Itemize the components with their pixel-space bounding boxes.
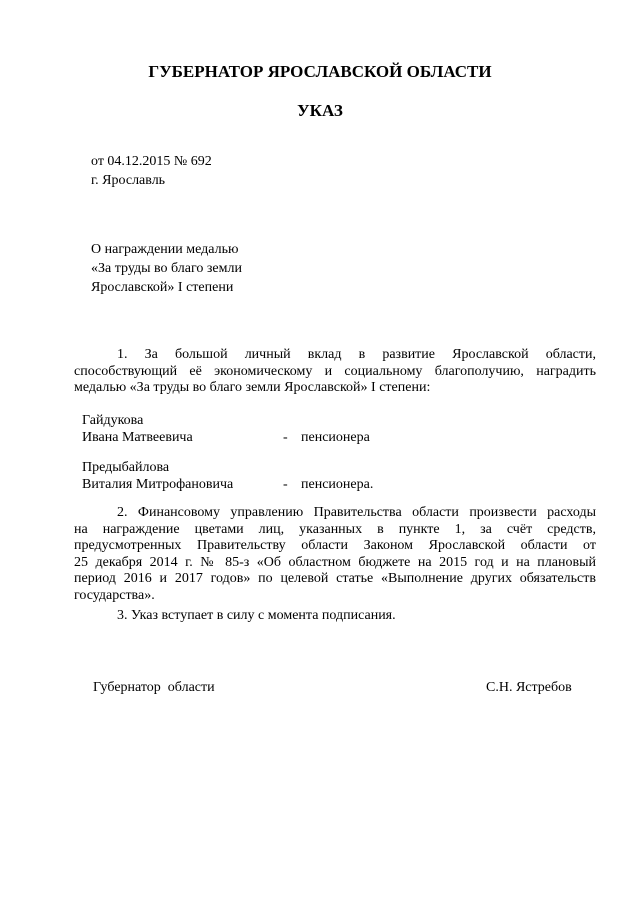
clause-3: 3. Указ вступает в силу с момента подписания. bbox=[117, 608, 396, 623]
document-type-heading: УКАЗ bbox=[297, 101, 343, 120]
clause-2-line: 2. Финансовому управлению Правительства области произвести расходы bbox=[117, 505, 596, 520]
awardee-name: Виталия Митрофановича bbox=[82, 477, 234, 492]
awardee-status: пенсионера bbox=[301, 430, 370, 445]
awardee-status: пенсионера. bbox=[301, 477, 374, 492]
subject-line-2: «За труды во благо земли bbox=[91, 261, 242, 276]
city: г. Ярославль bbox=[91, 173, 166, 188]
clause-2-line: на награждение цветами лиц, указанных в пункте 1, за счёт средств, bbox=[74, 521, 596, 537]
awardee-dash: - bbox=[283, 477, 288, 492]
awardee-surname: Предыбайлова bbox=[82, 460, 170, 475]
clause-2 bbox=[74, 505, 596, 604]
awardee-name: Ивана Матвеевича bbox=[82, 430, 193, 445]
awardee-surname: Гайдукова bbox=[82, 413, 144, 428]
authority-heading: ГУБЕРНАТОР ЯРОСЛАВСКОЙ ОБЛАСТИ bbox=[148, 62, 492, 81]
awardee-dash: - bbox=[283, 430, 288, 445]
subject-line-1: О награждении медалью bbox=[91, 242, 239, 257]
clause-1-line: 1. За большой личный вклад в развитие Ярославской области, bbox=[117, 347, 596, 362]
clause-1-line: медалью «За труды во благо земли Ярославской» I степени: bbox=[74, 380, 431, 395]
subject-line-3: Ярославской» I степени bbox=[91, 280, 234, 295]
clause-2-line: предусмотренных Правительству области Законом Ярославской области от bbox=[74, 538, 596, 553]
clause-1 bbox=[74, 347, 596, 397]
signatory-name: С.Н. Ястребов bbox=[486, 680, 572, 695]
signatory-position: Губернатор области bbox=[93, 680, 215, 695]
clause-2-line: государства». bbox=[74, 587, 155, 603]
clause-1-line: способствующий её экономическому и социальному благополучию, наградить bbox=[74, 363, 596, 379]
date-number: от 04.12.2015 № 692 bbox=[91, 154, 212, 169]
clause-2-line: период 2016 и 2017 годов» по целевой статье «Выполнение других обязательств bbox=[74, 571, 596, 586]
clause-2-line: 25 декабря 2014 г. № 85-з «Об областном бюджете на 2015 год и на плановый bbox=[74, 554, 596, 570]
